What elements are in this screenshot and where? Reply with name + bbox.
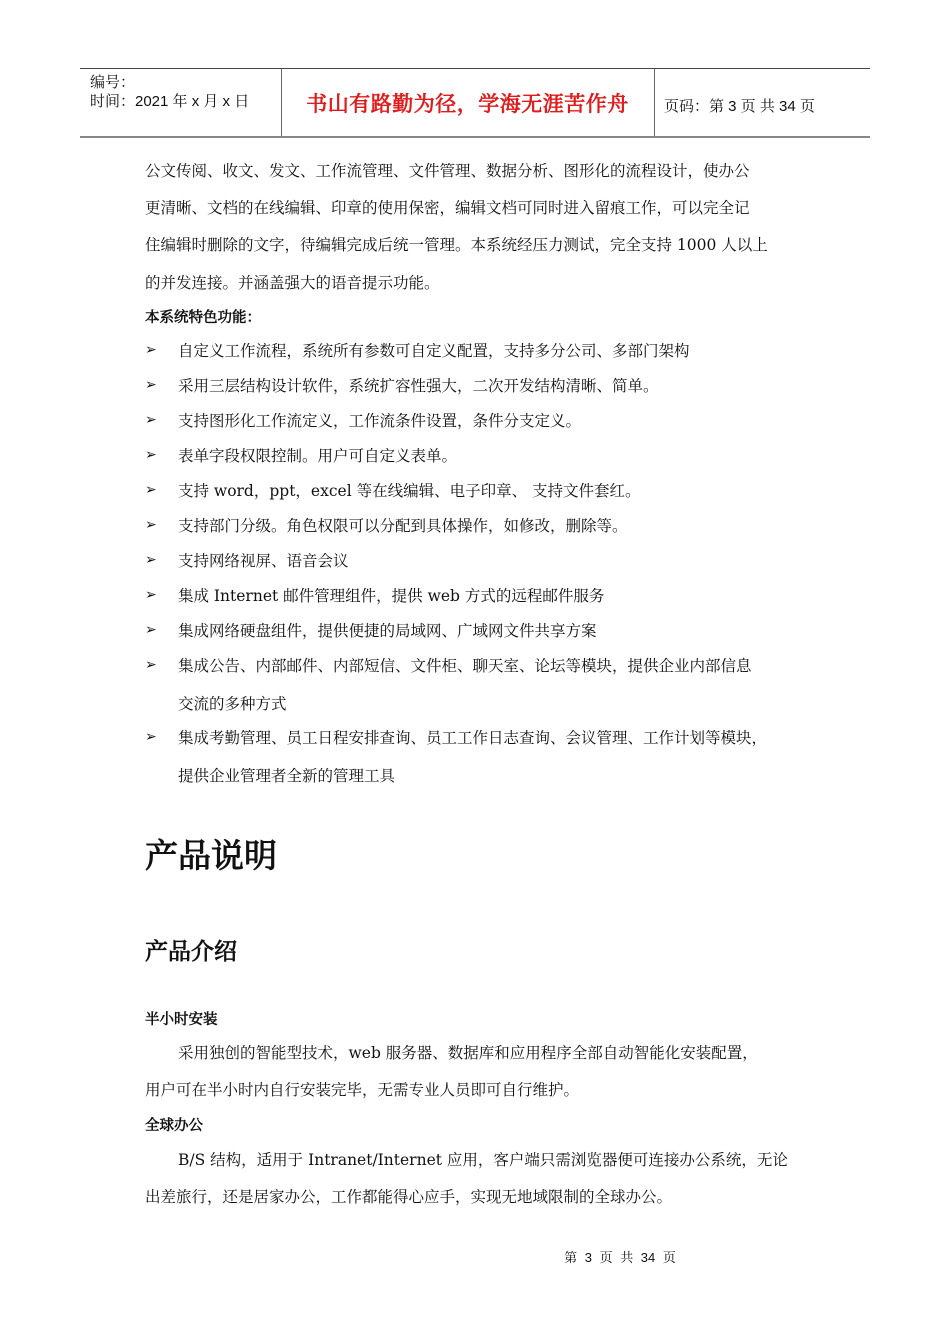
feature-item: 集成考勤管理、员工日程安排查询、员工工作日志查询、会议管理、工作计划等模块， (178, 729, 768, 747)
bullet-arrow-icon: ➢ (145, 342, 157, 358)
bullet-arrow-icon: ➢ (145, 729, 157, 745)
intro-line: 的并发连接。并涵盖强大的语音提示功能。 (145, 274, 440, 292)
bullet-arrow-icon: ➢ (145, 412, 157, 428)
intro-line: 住编辑时删除的文字，待编辑完成后统一管理。本系统经压力测试，完全支持 1000 人以上 (145, 236, 768, 254)
subsection-title: 全球办公 (145, 1118, 203, 1134)
feature-item: 支持网络视屏、语音会议 (178, 552, 349, 570)
header-page-info: 页码：第 3 页 共 34 页 (664, 98, 815, 115)
paragraph-line: B/S 结构，适用于 Intranet/Internet 应用，客户端只需浏览器便可连接办公系统，无论 (178, 1151, 788, 1169)
bullet-arrow-icon: ➢ (145, 657, 157, 673)
bullet-arrow-icon: ➢ (145, 517, 157, 533)
section-heading-2: 产品介绍 (145, 939, 237, 965)
bullet-arrow-icon: ➢ (145, 587, 157, 603)
feature-item: 表单字段权限控制。用户可自定义表单。 (178, 447, 458, 465)
paragraph-line: 出差旅行，还是居家办公，工作都能得心应手，实现无地域限制的全球办公。 (145, 1188, 673, 1206)
feature-item: 集成公告、内部邮件、内部短信、文件柜、聊天室、论坛等模块，提供企业内部信息 (178, 657, 752, 675)
intro-line: 公文传阅、收文、发文、工作流管理、文件管理、数据分析、图形化的流程设计，使办公 (145, 162, 750, 180)
feature-item: 交流的多种方式 (178, 695, 287, 713)
bullet-arrow-icon: ➢ (145, 447, 157, 463)
page-header (80, 68, 870, 138)
subsection-title: 半小时安装 (145, 1012, 218, 1028)
paragraph-line: 用户可在半小时内自行安装完毕，无需专业人员即可自行维护。 (145, 1081, 580, 1099)
page-footer (0, 1247, 950, 1266)
feature-item: 集成网络硬盘组件，提供便捷的局域网、广域网文件共享方案 (178, 622, 597, 640)
feature-item: 自定义工作流程，系统所有参数可自定义配置，支持多分公司、多部门架构 (178, 342, 690, 360)
bullet-arrow-icon: ➢ (145, 552, 157, 568)
feature-item: 采用三层结构设计软件，系统扩容性强大，二次开发结构清晰、简单。 (178, 377, 659, 395)
intro-line: 更清晰、文档的在线编辑、印章的使用保密，编辑文档可同时进入留痕工作，可以完全记 (145, 199, 750, 217)
footer-text: 第 3 页 共 34 页 (564, 1250, 676, 1265)
date-label: 时间：2021 年 x 月 x 日 (90, 93, 250, 110)
number-label: 编号： (90, 74, 136, 91)
feature-item: 支持部门分级。角色权限可以分配到具体操作，如修改，删除等。 (178, 517, 628, 535)
paragraph-line: 采用独创的智能型技术，web 服务器、数据库和应用程序全部自动智能化安装配置， (178, 1044, 758, 1062)
bullet-arrow-icon: ➢ (145, 482, 157, 498)
header-motto: 书山有路勤为径，学海无涯苦作舟 (281, 69, 655, 136)
bullet-arrow-icon: ➢ (145, 622, 157, 638)
features-heading: 本系统特色功能： (145, 310, 261, 326)
feature-item: 支持 word，ppt，excel 等在线编辑、电子印章、 支持文件套红。 (178, 482, 641, 500)
bullet-arrow-icon: ➢ (145, 377, 157, 393)
feature-item: 集成 Internet 邮件管理组件，提供 web 方式的远程邮件服务 (178, 587, 605, 605)
feature-item: 支持图形化工作流定义，工作流条件设置，条件分支定义。 (178, 412, 582, 430)
feature-item: 提供企业管理者全新的管理工具 (178, 767, 396, 785)
section-heading-1: 产品说明 (145, 836, 277, 875)
header-meta-cell (80, 69, 282, 136)
